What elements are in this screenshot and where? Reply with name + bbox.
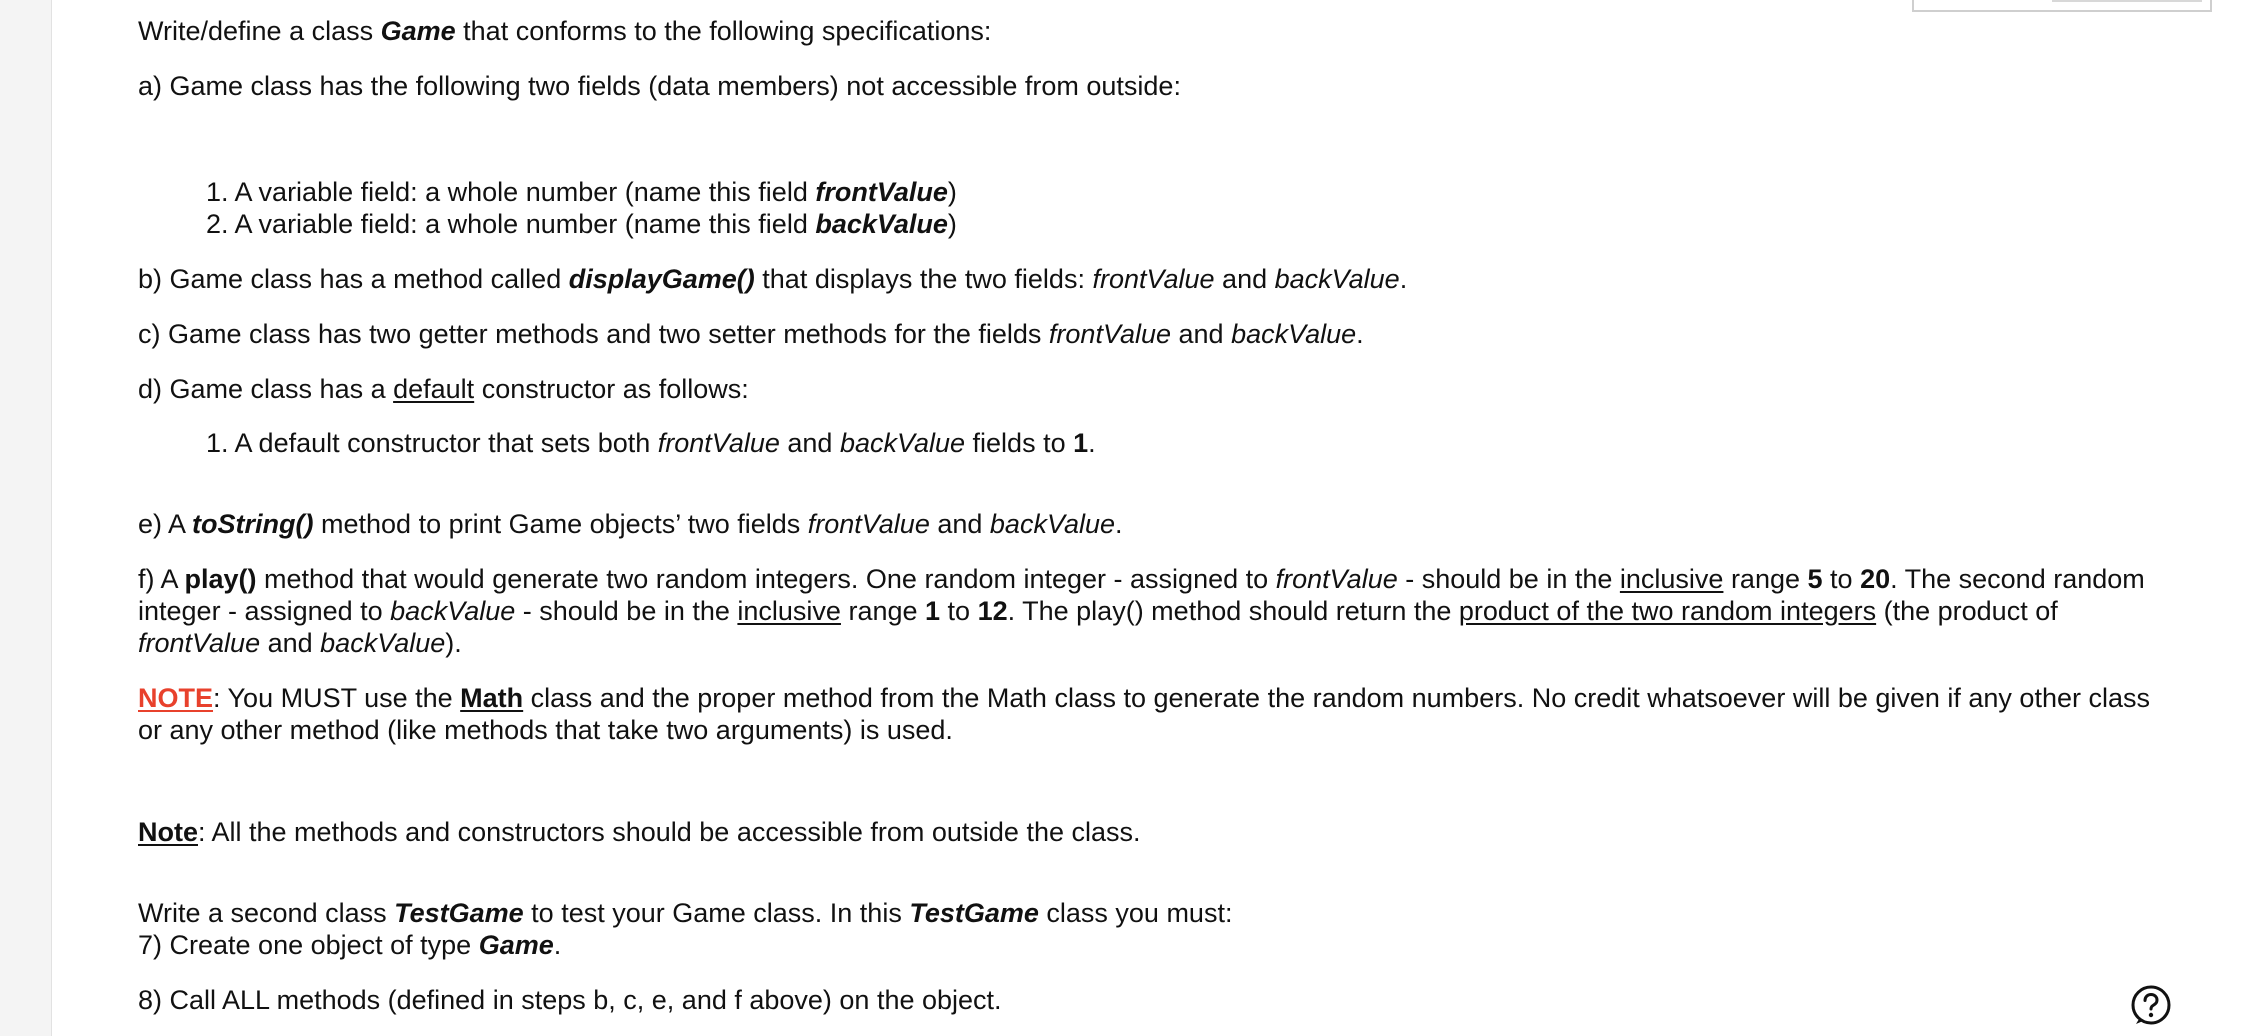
top-right-box-bar	[2052, 0, 2202, 2]
spec-d: d) Game class has a default constructor as follows:	[138, 374, 749, 404]
spec-e: e) A toString() method to print Game objects’ two fields frontValue and backValue.	[138, 509, 1123, 539]
help-circle-icon[interactable]	[2130, 984, 2172, 1026]
spec-a-item-1: 1. A variable field: a whole number (name this field frontValue)	[206, 177, 957, 207]
spec-b: b) Game class has a method called displayGame() that displays the two fields: frontValue and backValue.	[138, 264, 1408, 294]
note-math: NOTE: You MUST use the Math class and the proper method from the Math class to generate the random numbers. No credit whatsoever will be given if any other class or any other method (like methods that take two arguments) is used.	[138, 683, 2150, 745]
note-access: Note: All the methods and constructors should be accessible from outside the class.	[138, 817, 1141, 847]
intro-line: Write/define a class Game that conforms to the following specifications:	[138, 16, 992, 46]
spec-d-item-1: 1. A default constructor that sets both frontValue and backValue fields to 1.	[206, 428, 1096, 458]
testgame-intro: Write a second class TestGame to test your Game class. In this TestGame class you must:	[138, 898, 1233, 928]
spec-a-item-2: 2. A variable field: a whole number (name this field backValue)	[206, 209, 957, 239]
step-7: 7) Create one object of type Game.	[138, 930, 562, 960]
spec-c: c) Game class has two getter methods and two setter methods for the fields frontValue and backValue.	[138, 319, 1364, 349]
spec-f: f) A play() method that would generate two random integers. One random integer - assigned to frontValue - should be in the inclusive range 5 to 20. The second random integer - assigned to backValue - should be in the inclusive range 1 to 12. The play() method should return the product of the two random integers (the product of frontValue and backValue).	[138, 564, 2145, 658]
left-gutter	[0, 0, 52, 1036]
top-right-box	[1912, 0, 2212, 12]
step-8: 8) Call ALL methods (defined in steps b, c, e, and f above) on the object.	[138, 985, 1002, 1015]
spec-a: a) Game class has the following two fields (data members) not accessible from outside:	[138, 71, 1181, 101]
